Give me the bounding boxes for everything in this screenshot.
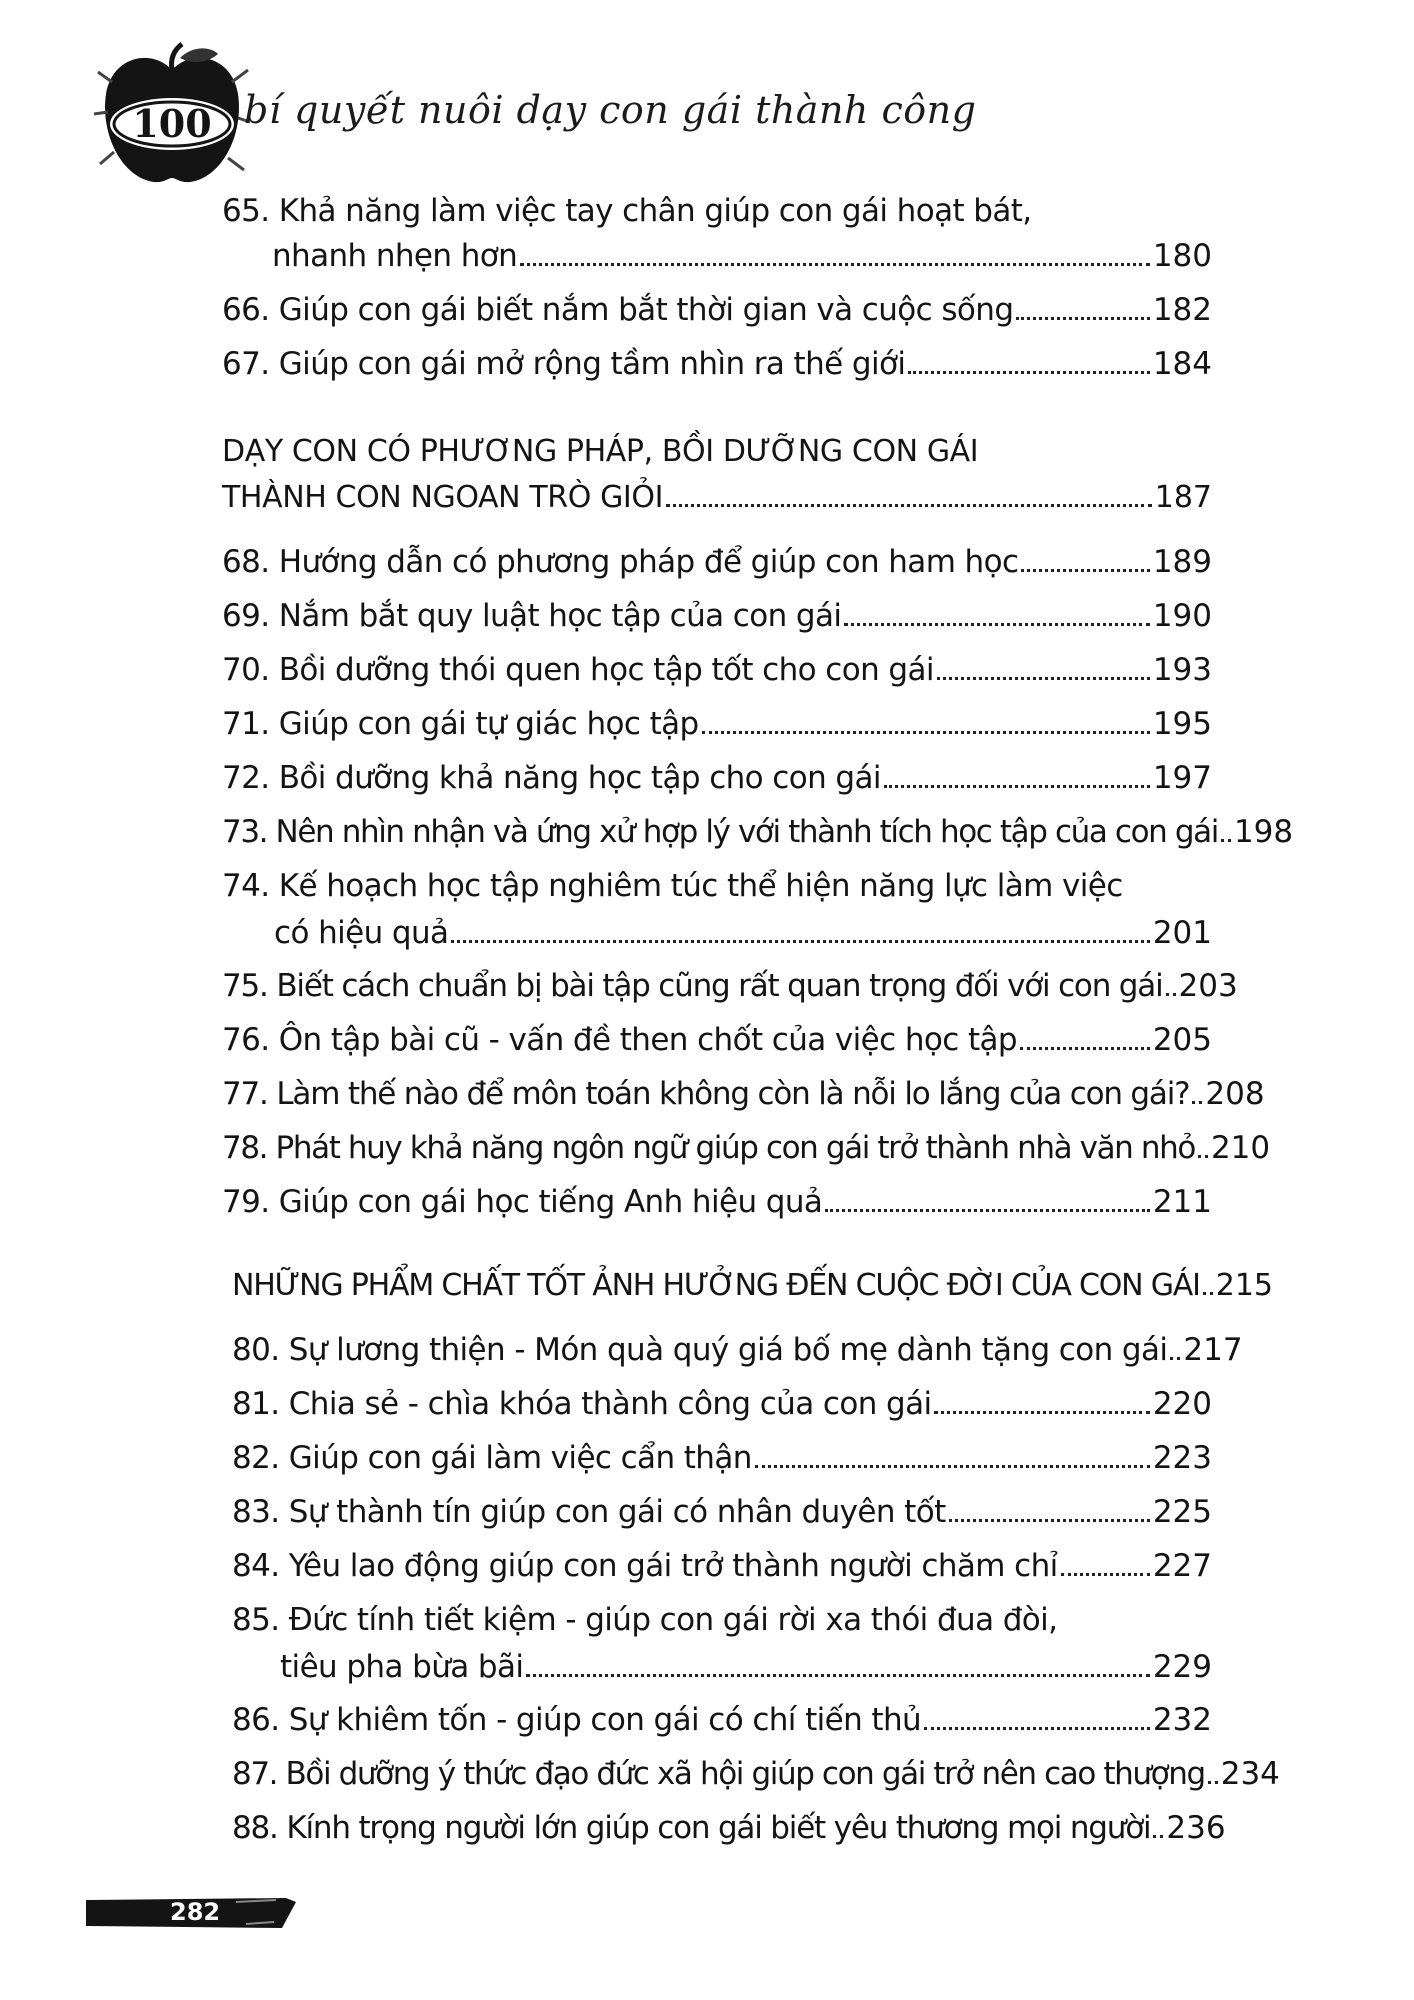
toc-entry-79[interactable] — [222, 1182, 1212, 1222]
leader-dots — [1198, 1155, 1208, 1158]
leader-dots — [1192, 1101, 1202, 1104]
book-title: bí quyết nuôi dạy con gái thành công — [244, 88, 977, 132]
toc-entry-75[interactable] — [222, 966, 1238, 1006]
toc-page-number: 180 — [1152, 238, 1212, 274]
leader-dots — [1021, 569, 1149, 572]
toc-entry-65[interactable] — [272, 236, 1212, 276]
toc-entry-86[interactable] — [232, 1700, 1212, 1740]
toc-entry-87[interactable] — [232, 1754, 1280, 1794]
toc-entry-77[interactable] — [222, 1074, 1265, 1114]
leader-dots — [451, 940, 1149, 943]
toc-entry-78[interactable] — [222, 1128, 1271, 1168]
toc-page-number: 227 — [1152, 1548, 1212, 1584]
toc-entry-text: 69. Nắm bắt quy luật học tập của con gái — [222, 598, 842, 634]
toc-entry-69[interactable] — [222, 596, 1212, 636]
toc-page-number: 236 — [1166, 1810, 1226, 1846]
toc-page-number: 184 — [1152, 346, 1212, 382]
toc-entry-text: có hiệu quả — [274, 915, 449, 951]
leader-dots — [1203, 1292, 1213, 1295]
toc-entry-70[interactable] — [222, 650, 1212, 690]
toc-entry-85-line1: 85. Đức tính tiết kiệm - giúp con gái rời xa thói đua đòi, — [232, 1602, 1058, 1638]
toc-entry-text: 79. Giúp con gái học tiếng Anh hiệu quả — [222, 1184, 823, 1220]
toc-page-number: 182 — [1152, 292, 1212, 328]
toc-page-number: 229 — [1152, 1649, 1212, 1685]
toc-entry-text: 83. Sự thành tín giúp con gái có nhân duyên tốt — [232, 1494, 946, 1530]
toc-entry-text: nhanh nhẹn hơn — [272, 238, 518, 274]
toc-page-number: 205 — [1152, 1022, 1212, 1058]
toc-entry-text: 84. Yêu lao động giúp con gái trở thành người chăm chỉ — [232, 1548, 1058, 1584]
toc-entry-65-line1: 65. Khả năng làm việc tay chân giúp con gái hoạt bát, — [222, 193, 1032, 229]
toc-entry-74[interactable] — [274, 913, 1212, 953]
toc-page-number: 215 — [1215, 1268, 1274, 1303]
leader-dots — [1061, 1573, 1150, 1576]
leader-dots — [1020, 1047, 1150, 1050]
leader-dots — [908, 371, 1149, 374]
toc-entry-85[interactable] — [280, 1647, 1212, 1687]
toc-entry-68[interactable] — [222, 542, 1212, 582]
toc-page-number: 189 — [1152, 544, 1212, 580]
toc-entry-74-line1: 74. Kế hoạch học tập nghiêm túc thể hiện năng lực làm việc — [222, 868, 1123, 904]
toc-entry-text: tiêu pha bừa bãi — [280, 1649, 524, 1685]
toc-entry-text: 70. Bồi dưỡng thói quen học tập tốt cho con gái — [222, 652, 934, 688]
toc-entry-text: 87. Bồi dưỡng ý thức đạo đức xã hội giúp con gái trở nên cao thượng — [232, 1756, 1205, 1792]
toc-page-number: 190 — [1152, 598, 1212, 634]
leader-dots — [755, 1465, 1150, 1468]
toc-entry-text: 68. Hướng dẫn có phương pháp để giúp con ham học — [222, 544, 1019, 580]
toc-entry-88[interactable] — [232, 1808, 1226, 1848]
toc-entry-71[interactable] — [222, 704, 1212, 744]
toc-entry-text: 77. Làm thế nào để môn toán không còn là nỗi lo lắng của con gái? — [222, 1076, 1190, 1112]
toc-page-number: 195 — [1152, 706, 1212, 742]
leader-dots — [1170, 1357, 1180, 1360]
logo-number: 100 — [132, 101, 212, 146]
toc-page-number: 225 — [1152, 1494, 1212, 1530]
leader-dots — [884, 785, 1150, 788]
toc-page-number: 208 — [1205, 1076, 1265, 1112]
toc-page-number: 203 — [1178, 968, 1238, 1004]
section-heading-line1: DẠY CON CÓ PHƯƠNG PHÁP, BỒI DƯỠNG CON GÁI — [222, 434, 979, 469]
toc-entry-82[interactable] — [232, 1438, 1212, 1478]
leader-dots — [1221, 839, 1231, 842]
leader-dots — [1153, 1835, 1163, 1838]
toc-entry-text: 78. Phát huy khả năng ngôn ngữ giúp con gái trở thành nhà văn nhỏ — [222, 1130, 1195, 1166]
toc-entry-text: 71. Giúp con gái tự giác học tập — [222, 706, 699, 742]
toc-entry-text: 81. Chia sẻ - chìa khóa thành công của con gái — [232, 1386, 932, 1422]
toc-page-number: 234 — [1220, 1756, 1280, 1792]
leader-dots — [949, 1519, 1150, 1522]
toc-page-number: 197 — [1152, 760, 1212, 796]
section-heading-text: NHỮNG PHẨM CHẤT TỐT ẢNH HƯỞNG ĐẾN CUỘC ĐỜI CỦA CON GÁI — [232, 1268, 1200, 1303]
toc-entry-text: 80. Sự lương thiện - Món quà quý giá bố mẹ dành tặng con gái — [232, 1332, 1168, 1368]
toc-entry-72[interactable] — [222, 758, 1212, 798]
toc-page-number: 211 — [1152, 1184, 1212, 1220]
toc-entry-83[interactable] — [232, 1492, 1212, 1532]
toc-entry-text: 72. Bồi dưỡng khả năng học tập cho con gái — [222, 760, 881, 796]
toc-entry-73[interactable] — [222, 812, 1294, 852]
leader-dots — [1208, 1781, 1218, 1784]
section-heading-text: THÀNH CON NGOAN TRÒ GIỎI — [222, 480, 664, 515]
toc-page-number: 210 — [1210, 1130, 1271, 1166]
toc-entry-text: 86. Sự khiêm tốn - giúp con gái có chí tiến thủ — [232, 1702, 922, 1738]
leader-dots — [924, 1727, 1150, 1730]
leader-dots — [526, 1674, 1149, 1677]
leader-dots — [937, 677, 1150, 680]
leader-dots — [1166, 993, 1176, 996]
section-heading-2[interactable] — [222, 478, 1212, 518]
page-number: 282 — [170, 1898, 221, 1926]
leader-dots — [934, 1411, 1149, 1414]
leader-dots — [1016, 317, 1149, 320]
toc-entry-76[interactable] — [222, 1020, 1212, 1060]
toc-page-number: 220 — [1152, 1386, 1212, 1422]
toc-page-number: 193 — [1152, 652, 1212, 688]
leader-dots — [844, 623, 1149, 626]
toc-page-number: 217 — [1183, 1332, 1243, 1368]
toc-entry-text: 82. Giúp con gái làm việc cẩn thận — [232, 1440, 752, 1476]
toc-entry-text: 73. Nên nhìn nhận và ứng xử hợp lý với thành tích học tập của con gái — [222, 814, 1218, 850]
section-heading-3[interactable] — [232, 1266, 1274, 1306]
toc-entry-67[interactable] — [222, 344, 1212, 384]
toc-page-number: 187 — [1154, 480, 1212, 515]
leader-dots — [702, 731, 1150, 734]
toc-entry-text: 76. Ôn tập bài cũ - vấn đề then chốt của việc học tập — [222, 1022, 1017, 1058]
toc-page-number: 198 — [1233, 814, 1294, 850]
toc-entry-66[interactable] — [222, 290, 1212, 330]
toc-entry-text: 88. Kính trọng người lớn giúp con gái biết yêu thương mọi người — [232, 1810, 1151, 1846]
toc-page-number: 232 — [1152, 1702, 1212, 1738]
leader-dots — [666, 504, 1152, 507]
toc-entry-84[interactable] — [232, 1546, 1212, 1586]
toc-entry-text: 67. Giúp con gái mở rộng tầm nhìn ra thế giới — [222, 346, 906, 382]
toc-entry-81[interactable] — [232, 1384, 1212, 1424]
toc-page-number: 201 — [1152, 915, 1212, 951]
leader-dots — [520, 263, 1150, 266]
leader-dots — [825, 1209, 1150, 1212]
toc-page-number: 223 — [1152, 1440, 1212, 1476]
toc-entry-text: 66. Giúp con gái biết nắm bắt thời gian và cuộc sống — [222, 292, 1014, 328]
toc-entry-80[interactable] — [232, 1330, 1243, 1370]
toc-entry-text: 75. Biết cách chuẩn bị bài tập cũng rất quan trọng đối với con gái — [222, 968, 1163, 1004]
